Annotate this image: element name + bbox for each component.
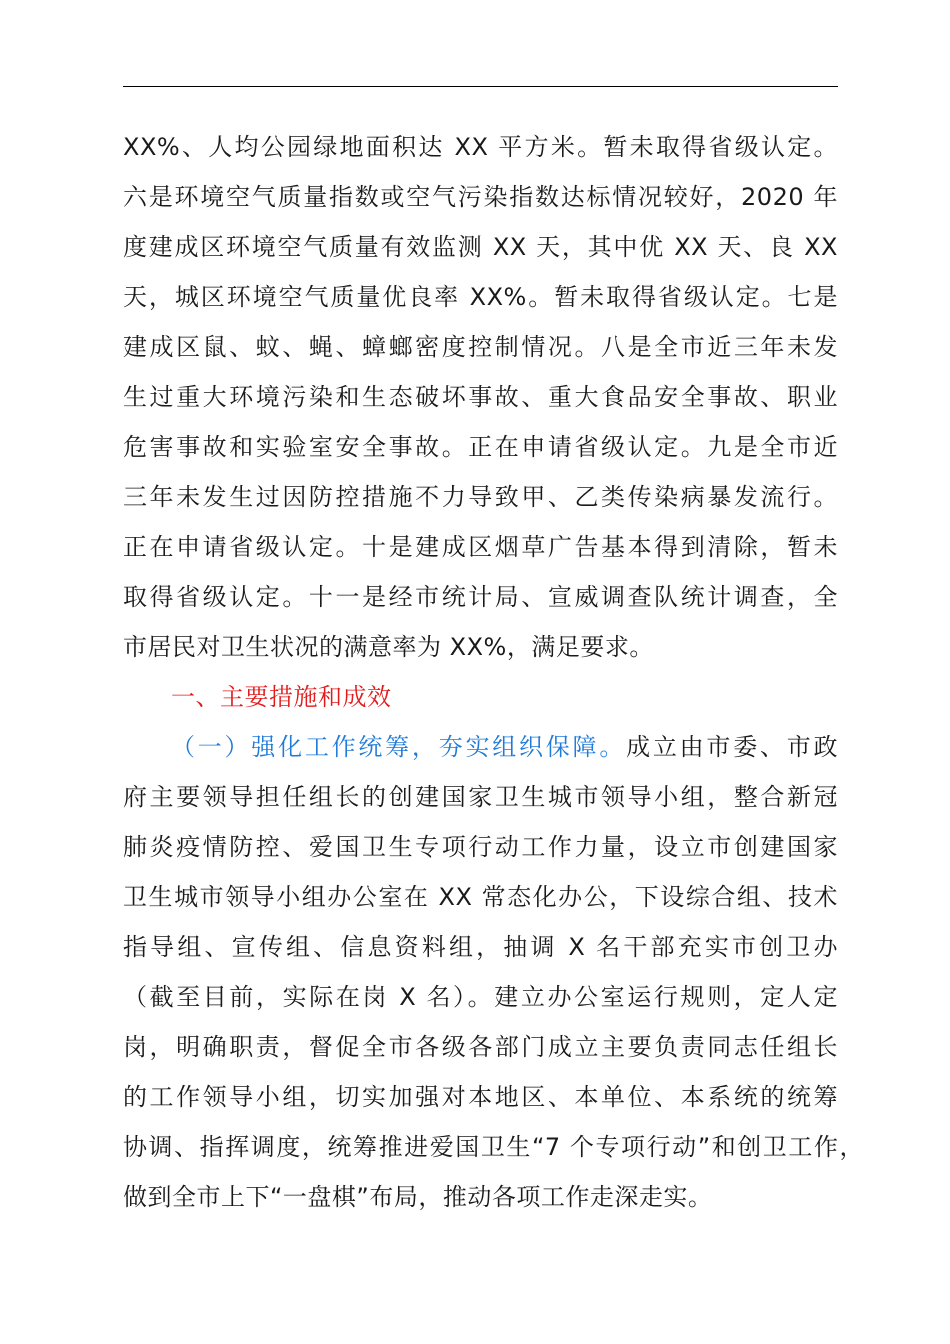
text-line: 度建成区环境空气质量有效监测 XX 天，其中优 XX 天、良 XX	[123, 233, 838, 261]
text-line: 岗，明确职责，督促全市各级各部门成立主要负责同志任组长	[123, 1033, 838, 1061]
text-line: 卫生城市领导小组办公室在 XX 常态化办公，下设综合组、技术	[123, 883, 838, 911]
text-line: 天，城区环境空气质量优良率 XX%。暂未取得省级认定。七是	[123, 283, 838, 311]
text-line: 做到全市上下“一盘棋”布局，推动各项工作走深走实。	[123, 1183, 713, 1211]
text-line: 指导组、宣传组、信息资料组，抽调 X 名干部充实市创卫办	[123, 933, 838, 961]
text-line: 生过重大环境污染和生态破坏事故、重大食品安全事故、职业	[123, 383, 838, 411]
document-body	[123, 122, 864, 1222]
text-line: 建成区鼠、蚊、蝇、蟑螂密度控制情况。八是全市近三年未发	[123, 333, 838, 361]
text-line: 正在申请省级认定。十是建成区烟草广告基本得到清除，暂未	[123, 533, 838, 561]
text-line: 取得省级认定。十一是经市统计局、宣威调查队统计调查，全	[123, 583, 838, 611]
header-rule	[123, 86, 838, 87]
text-line: 三年未发生过因防控措施不力导致甲、乙类传染病暴发流行。	[123, 483, 838, 511]
text-line: 府主要领导担任组长的创建国家卫生城市领导小组，整合新冠	[123, 783, 838, 811]
text-line: 市居民对卫生状况的满意率为 XX%，满足要求。	[123, 633, 654, 661]
text-line: XX%、人均公园绿地面积达 XX 平方米。暂未取得省级认定。	[123, 133, 838, 161]
paragraph-continued	[123, 122, 838, 672]
subsection-first-line-text: 成立由市委、市政	[626, 733, 839, 761]
text-line: 肺炎疫情防控、爱国卫生专项行动工作力量，设立市创建国家	[123, 833, 838, 861]
subsection-paragraph	[123, 722, 864, 1222]
text-line: 的工作领导小组，切实加强对本地区、本单位、本系统的统筹	[123, 1083, 838, 1111]
subsection-title: （一）强化工作统筹，夯实组织保障。	[171, 733, 627, 761]
subsection-first-line	[123, 722, 838, 772]
section-heading: 一、主要措施和成效	[171, 683, 392, 711]
text-line: 危害事故和实验室安全事故。正在申请省级认定。九是全市近	[123, 433, 838, 461]
text-line: （截至目前，实际在岗 X 名）。建立办公室运行规则，定人定	[123, 983, 838, 1011]
text-line: 六是环境空气质量指数或空气污染指数达标情况较好，2020 年	[123, 183, 838, 211]
text-line: 协调、指挥调度，统筹推进爱国卫生“7 个专项行动”和创卫工作，	[123, 1133, 864, 1161]
